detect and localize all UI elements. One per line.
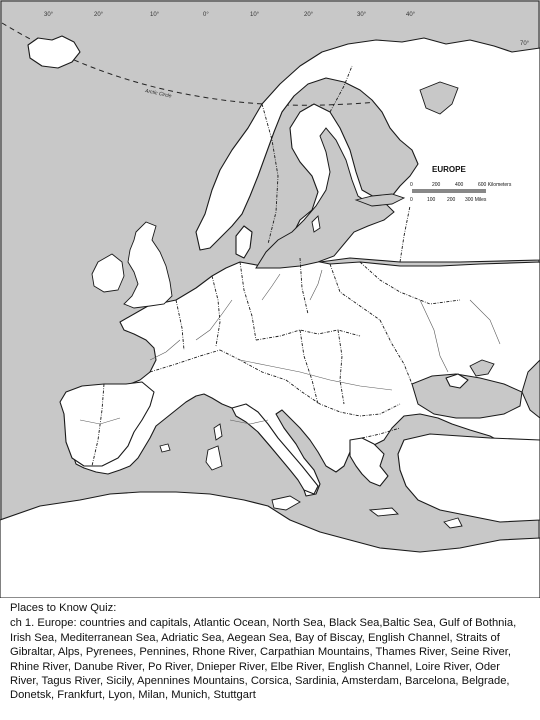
lon-label-3: 10° [150,12,160,18]
scale-km-400: 400 [455,182,464,188]
quiz-caption [10,601,530,703]
scale-mi-200: 200 [447,197,456,203]
lon-label-8: 40° [406,12,416,18]
lon-label-7: 30° [357,12,367,18]
scale-km-600: 600 Kilometers [478,182,512,188]
lon-label-1: 30° [44,12,54,18]
scale-mi-0: 0 [410,197,413,203]
quiz-title: Places to Know Quiz: [10,602,117,614]
scale-km-0: 0 [410,182,413,188]
lat-label-1: 70° [520,41,530,47]
lon-label-4: 0° [203,12,209,18]
quiz-places-list: ch 1. Europe: countries and capitals, Atlantic Ocean, North Sea, Black Sea,Baltic Sea, Gulf of Bothnia, Irish Sea, Mediterranean Sea, Adriatic Sea, Aegean Sea, Bay of Biscay, English Channel, Straits of Gibraltar, Alps, Pyrenees, Pennines, Rhone River, Carpathian Mountains, Thames River, Seine River, Rhine River, Danube River, Po River, Dnieper River, Elbe River, English Channel, Loire River, Oder River, Tagus River, Sicily, Apennines Mountains, Corsica, Sardinia, Amsterdam, Barcelona, Belgrade, Donetsk, Frankfurt, Lyon, Milan, Munich, Stuttgart [10,617,517,702]
lon-label-2: 20° [94,12,104,18]
balearic-islands [160,444,170,452]
scale-title: EUROPE [432,165,466,174]
scale-mi-300: 300 Miles [465,197,487,203]
lon-label-5: 10° [250,12,260,18]
scale-km-200: 200 [432,182,441,188]
arctic-circle-label: Arctic Circle [144,88,172,100]
scale-mi-100: 100 [427,197,436,203]
lon-label-6: 20° [304,12,314,18]
